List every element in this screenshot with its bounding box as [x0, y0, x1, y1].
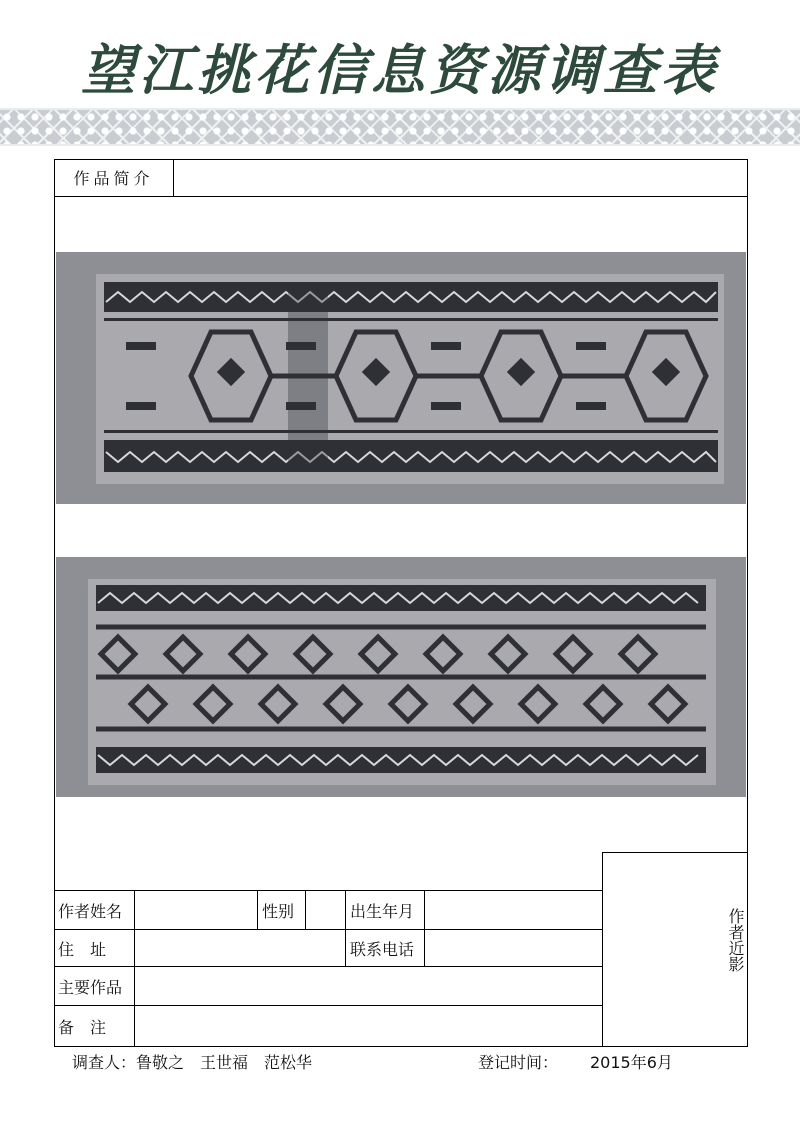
birth-label: 出生年月	[350, 901, 415, 921]
embroidery-photo-2	[56, 557, 746, 797]
embroidery-sample-1-image	[56, 252, 746, 504]
remarks-label: 备 注	[58, 1017, 107, 1037]
divider	[257, 890, 258, 929]
embroidery-sample-2-image	[56, 557, 746, 797]
decorative-band	[0, 108, 800, 146]
address-field[interactable]	[135, 930, 345, 966]
portrait-label: 作者近影	[726, 908, 745, 972]
gender-label: 性别	[262, 901, 295, 921]
embroidery-photo-1	[56, 252, 746, 504]
works-field[interactable]	[135, 967, 601, 1005]
divider	[54, 196, 748, 197]
works-label: 主要作品	[58, 977, 123, 997]
author-name-field[interactable]	[135, 891, 257, 929]
date-label: 登记时间：	[478, 1053, 559, 1072]
birth-field[interactable]	[425, 891, 601, 929]
portrait-box[interactable]	[602, 852, 748, 1047]
gender-field[interactable]	[306, 891, 345, 929]
divider	[345, 890, 346, 966]
remarks-field[interactable]	[135, 1006, 601, 1046]
intro-label: 作品简介	[73, 169, 154, 188]
author-name-label: 作者姓名	[58, 901, 123, 921]
phone-field[interactable]	[425, 930, 601, 966]
date-value: 2015年6月	[590, 1053, 673, 1072]
phone-label: 联系电话	[350, 939, 415, 959]
investigators: 调查人：鲁敬之 王世福 范松华	[72, 1053, 313, 1072]
page-title: 望江挑花信息资源调查表	[81, 38, 719, 102]
address-label: 住 址	[58, 939, 107, 959]
intro-field[interactable]	[174, 159, 747, 196]
